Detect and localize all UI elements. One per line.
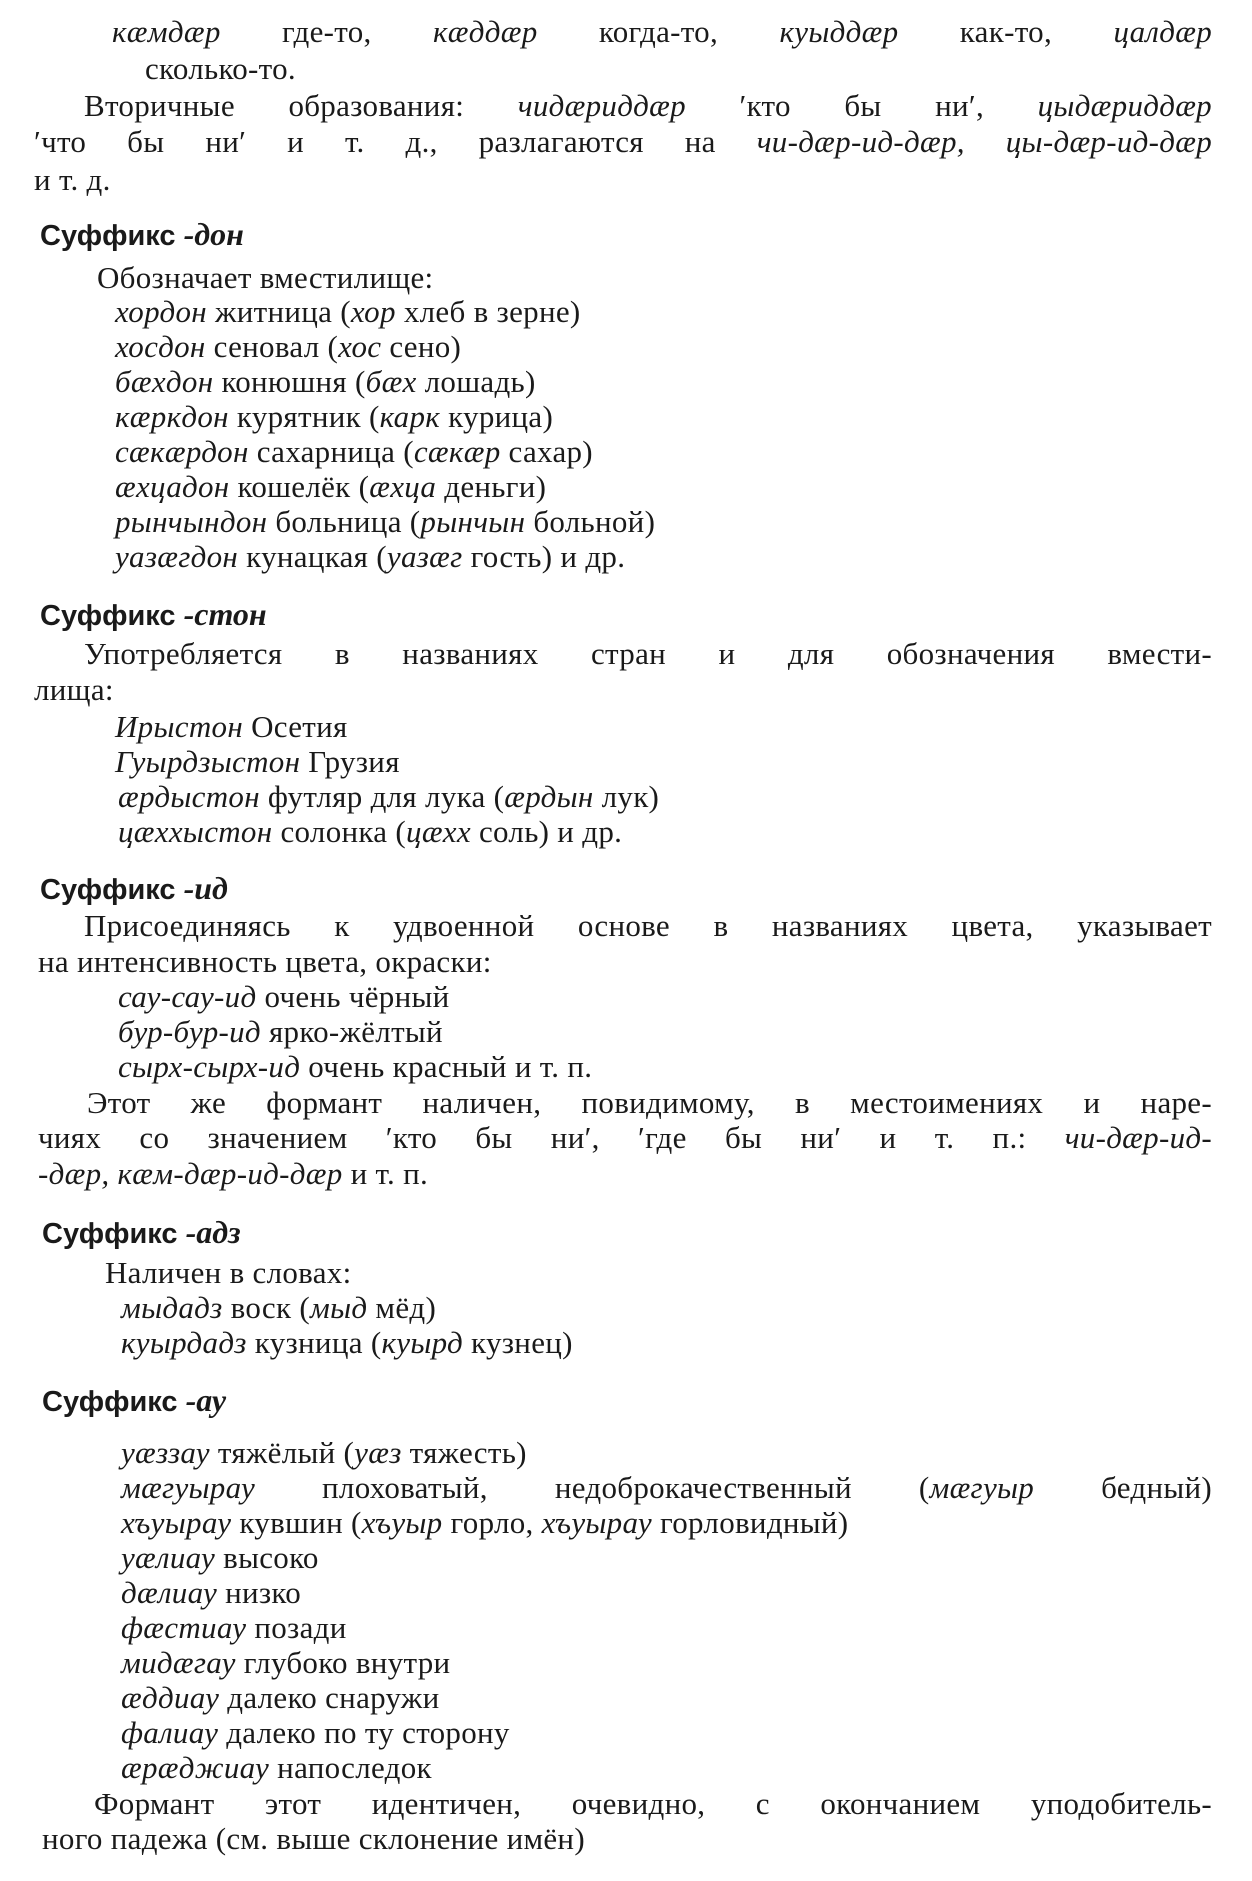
example-line: Гуырдзыстон Грузия — [115, 744, 400, 779]
text-line: и т. д. — [34, 162, 111, 197]
example-line: Ирыстон Осетия — [115, 709, 348, 744]
example-line: сау-сау-ид очень чёрный — [118, 979, 450, 1014]
example-line: уазæгдон кунацкая (уазæг гость) и др. — [115, 539, 626, 574]
section-heading: Суффикс -адз — [42, 1214, 241, 1250]
text-line: Обозначает вместилище: — [97, 260, 434, 295]
text-line: сколько-то. — [145, 51, 296, 86]
text-line: на интенсивность цвета, окраски: — [38, 944, 492, 979]
text-line: ′что бы ни′ и т. д., разлагаются на чи-дæр-ид-дæр, цы-дæр-ид-дæр — [34, 124, 1213, 159]
example-line: фæстиау позади — [121, 1610, 347, 1645]
section-heading: Суффикс -ид — [40, 870, 228, 906]
example-line: мыдадз воск (мыд мёд) — [121, 1290, 437, 1325]
example-line: æддиау далеко снаружи — [121, 1680, 440, 1715]
example-line: мæгуырау плоховатый, недоброкачественный (мæгуыр бедный) — [121, 1470, 1212, 1505]
text-line: -дæр, кæм-дæр-ид-дæр и т. п. — [38, 1156, 429, 1191]
example-line: хосдон сеновал (хос сено) — [115, 329, 462, 364]
text-line: Наличен в словах: — [105, 1255, 352, 1290]
example-line: сæкæрдон сахарница (сæкæр сахар) — [115, 434, 593, 469]
example-line: куырдадз кузница (куырд кузнец) — [121, 1325, 573, 1360]
example-line: кæркдон курятник (карк курица) — [115, 399, 554, 434]
text-line: Вторичные образования: чидæриддæр ′кто бы ни′, цыдæриддæр — [84, 88, 1212, 123]
example-line: хордон житница (хор хлеб в зерне) — [115, 294, 581, 329]
example-line: æхцадон кошелёк (æхца деньги) — [115, 469, 547, 504]
example-line: бур-бур-ид ярко-жёлтый — [118, 1014, 443, 1049]
example-line: æрдыстон футляр для лука (æрдын лук) — [118, 779, 660, 814]
example-line: уæлиау высоко — [121, 1540, 319, 1575]
example-line: фалиау далеко по ту сторону — [121, 1715, 510, 1750]
text-line: Этот же формант наличен, повидимому, в местоимениях и наре- — [87, 1085, 1212, 1120]
text-line: Употребляется в названиях стран и для обозначения вмести- — [84, 636, 1212, 671]
text-line: Присоединяясь к удвоенной основе в названиях цвета, указывает — [84, 908, 1212, 943]
text-line: кæмдæр где-то, кæддæр когда-то, куыддæр как-то, цалдæр — [112, 14, 1213, 49]
text-line: лища: — [34, 672, 114, 707]
section-heading: Суффикс -стон — [40, 596, 267, 632]
example-line: рынчындон больница (рынчын больной) — [115, 504, 656, 539]
example-line: хъуырау кувшин (хъуыр горло, хъуырау горловидный) — [121, 1505, 849, 1540]
example-line: дæлиау низко — [121, 1575, 301, 1610]
example-line: бæхдон конюшня (бæх лошадь) — [115, 364, 536, 399]
section-heading: Суффикс -дон — [40, 216, 244, 252]
text-line: Формант этот идентичен, очевидно, с окончанием уподобитель- — [94, 1786, 1212, 1821]
example-line: сырх-сырх-ид очень красный и т. п. — [118, 1049, 593, 1084]
example-line: уæззау тяжёлый (уæз тяжесть) — [121, 1435, 527, 1470]
example-line: æрæджиау напоследок — [121, 1750, 432, 1785]
text-line: ного падежа (см. выше склонение имён) — [42, 1821, 585, 1856]
example-line: цæххыстон солонка (цæхх соль) и др. — [118, 814, 623, 849]
example-line: мидæгау глубоко внутри — [121, 1645, 451, 1680]
text-line: чиях со значением ′кто бы ни′, ′где бы ни′ и т. п.: чи-дæр-ид- — [38, 1120, 1212, 1155]
section-heading: Суффикс -ау — [42, 1382, 227, 1418]
